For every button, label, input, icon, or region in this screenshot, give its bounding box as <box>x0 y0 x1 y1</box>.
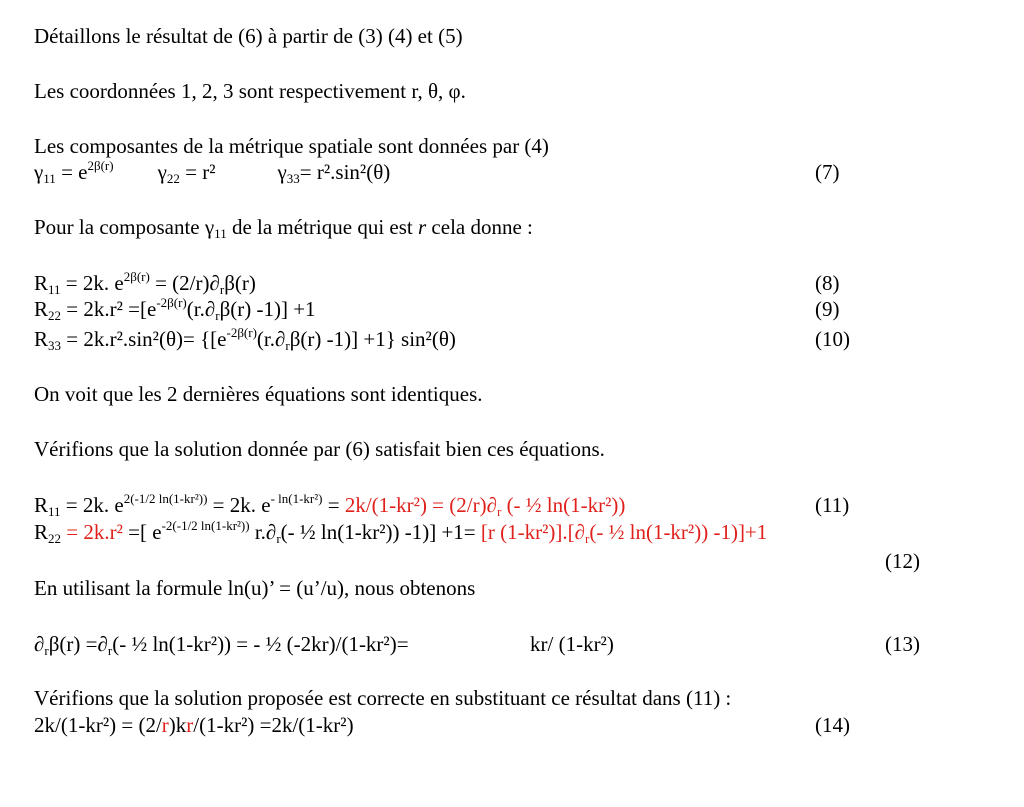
gamma-11: $\gamma_{11} = e^{2\beta(r)}$ <box>34 158 114 186</box>
paragraph-log-formula: En utilisant la formule ln(u)’ = (u’/u), nous obtenons <box>34 576 476 600</box>
paragraph-gamma-component: Pour la composante $\gamma_{11}$ de la métrique qui est r cela donne : <box>34 215 533 241</box>
paragraph-identical-equations: On voit que les 2 dernières équations sont identiques. <box>34 382 483 406</box>
equation-12-highlight-left: 2k.r² <box>83 520 123 544</box>
equation-number-9: (9) <box>815 297 840 321</box>
equation-13-result: kr/ (1-kr²) <box>530 632 614 656</box>
paragraph-intro: Détaillons le résultat de (6) à partir de (3) (4) et (5) <box>34 24 463 48</box>
gamma-33: $\gamma_{33}= r^2.\sin^2(\theta)$ <box>277 160 391 186</box>
equation-number-13: (13) <box>885 632 920 656</box>
equation-number-8: (8) <box>815 271 840 295</box>
equation-number-11: (11) <box>815 493 850 517</box>
equation-number-12: (12) <box>885 549 920 573</box>
paragraph-coordinates: Les coordonnées 1, 2, 3 sont respectivement r, θ, φ. <box>34 79 466 103</box>
equation-11-highlight: $2k/(1-kr^2) = (2/r)\partial_r$ (- ½ ln(1-kr²)) <box>344 493 626 519</box>
equation-9: $R_{22} = 2k.r^2 =[e^{-2\beta(r)}(r.\partial_r\beta(r)$ -1)] +1 <box>34 295 316 323</box>
paragraph-substitution: Vérifions que la solution proposée est correcte en substituant ce résultat dans (11) : <box>34 686 732 710</box>
equation-number-10: (10) <box>815 327 850 351</box>
equation-10: $R_{33} = 2k.r^2.\sin^2(\theta)= \{[e^{-2\beta(r)}(r.\partial_r\beta(r)$ -1)] +1} sin²(θ) <box>34 325 456 353</box>
equation-7 <box>34 160 390 184</box>
equation-number-7: (7) <box>815 160 840 184</box>
equation-12-highlight-right: [r $(1-kr^2)].[\partial_r(-$ ½ ln(1-kr²)) -1)]+1 <box>480 520 768 546</box>
equation-number-14: (14) <box>815 713 850 737</box>
gamma-22: $\gamma_{22} = r^2$ <box>157 160 216 186</box>
paragraph-metric-components: Les composantes de la métrique spatiale sont données par (4) <box>34 134 549 158</box>
equation-8: $R_{11} = 2k$. $e^{2\beta(r)} = (2/r)\partial_r\beta(r)$ <box>34 269 256 297</box>
equation-14: 2k/(1-kr²) = (2/r)kr/(1-kr²) =2k/(1-kr²) <box>34 713 354 737</box>
paragraph-verify-solution: Vérifions que la solution donnée par (6) satisfait bien ces équations. <box>34 437 605 461</box>
equation-13: $\partial_r\beta(r) =\partial_r(-$ ½ ln(1-kr²)) = - ½ (-2kr)/(1-kr²)= <box>34 632 409 658</box>
equation-12: $R_{22} = 2k.r^2$ =[ $e^{-2(-1/2 ln(1-kr^2))}$ $r.\partial_r(-$ ½ ln(1-kr²)) -1)] +1= [r $(1-kr^2)].[\partial_r(-$ ½ ln(1-kr²)) -1)]+1 <box>34 518 768 546</box>
equation-11: $R_{11} = 2k$. $e^{2(-1/2 ln(1-kr^2))} = 2k$. $e^{- ln(1-kr^2)} = 2k/(1-kr^2) = (2/r)\partial_r$ (- ½ ln(1-kr²)) <box>34 491 626 519</box>
